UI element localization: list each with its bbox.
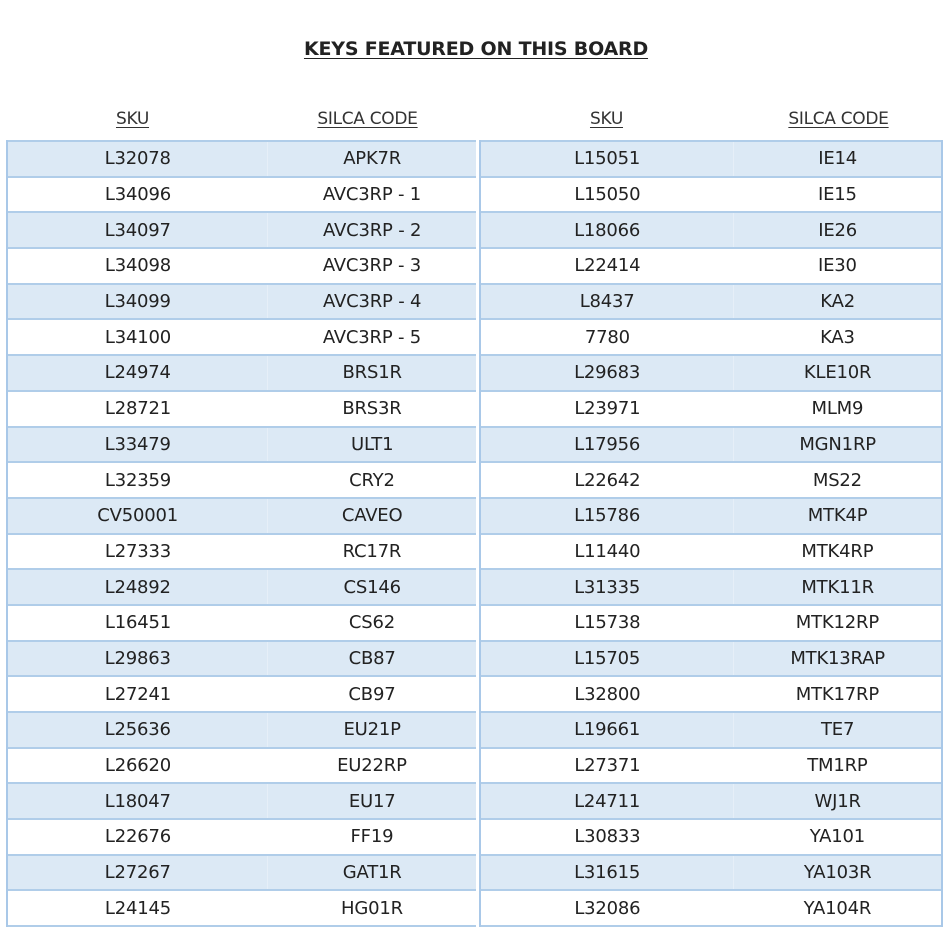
silca-code-cell: YA104R [803,897,872,919]
table-row [8,640,476,676]
sku-cell: L34096 [104,184,171,206]
sku-cell: L16451 [104,612,171,634]
silca-code-cell: MTK17RP [795,683,879,705]
silca-code-cell: MTK4RP [801,540,874,562]
table-row [481,426,941,462]
silca-code-cell: EU21P [343,719,401,741]
table-row [8,211,476,247]
silca-code-cell: IE14 [818,148,858,170]
sku-cell: L22414 [574,255,641,277]
silca-code-cell: HG01R [340,897,403,919]
sku-cell: L22676 [104,826,171,848]
sku-cell: L31335 [481,570,734,604]
table-body [6,140,476,927]
table-header-row [2,103,476,135]
silca-code-cell: CB87 [348,647,396,669]
table-row [481,782,941,818]
silca-code-cell: YA103R [803,862,872,884]
silca-code-cell: YA101 [809,826,866,848]
sku-cell: L34100 [104,326,171,348]
column-header-silca-code: SILCA CODE [788,109,889,129]
sku-cell: L26620 [104,755,171,777]
silca-code-cell: GAT1R [342,862,402,884]
column-header-sku: SKU [589,109,624,129]
table-row [481,818,941,854]
sku-cell: L32078 [8,142,268,176]
sku-cell: L24711 [481,784,734,818]
sku-cell: L28721 [104,398,171,420]
silca-code-cell: BRS1R [342,362,402,384]
table-row [8,675,476,711]
table-header-row [479,103,943,135]
table-body [479,140,943,927]
silca-code-cell: ULT1 [350,433,394,455]
table-row [481,247,941,283]
table-row [481,497,941,533]
silca-code-cell: TM1RP [807,755,868,777]
table-row [8,247,476,283]
silca-code-cell: CB97 [348,683,396,705]
table-row [8,390,476,426]
sku-cell: L8437 [481,285,734,319]
sku-cell: L27371 [574,755,641,777]
silca-code-cell: APK7R [343,148,402,170]
table-row [481,568,941,604]
sku-cell: L18047 [8,784,268,818]
sku-cell: L15705 [481,642,734,676]
table-row [8,818,476,854]
sku-cell: L11440 [574,540,641,562]
sku-cell: L15051 [481,142,734,176]
silca-code-cell: MTK11R [801,576,874,598]
sku-cell: L25636 [8,713,268,747]
sku-cell: L32086 [574,897,641,919]
table-row [8,354,476,390]
silca-code-cell: EU17 [348,790,396,812]
silca-code-cell: FF19 [350,826,394,848]
table-row [8,461,476,497]
sku-cell: L15050 [574,184,641,206]
table-row [8,426,476,462]
table-row [481,390,941,426]
sku-cell: L19661 [481,713,734,747]
sku-cell: L15738 [574,612,641,634]
table-row [481,747,941,783]
table-row [481,889,941,927]
table-row [481,711,941,747]
table-row [8,604,476,640]
silca-code-cell: MS22 [812,469,862,491]
table-row [8,176,476,212]
silca-code-cell: AVC3RP - 1 [322,184,422,206]
sku-cell: L30833 [574,826,641,848]
sku-cell: L24145 [104,897,171,919]
silca-code-cell: MTK13RAP [790,647,885,669]
sku-cell: L27267 [8,856,268,890]
table-row [8,854,476,890]
silca-code-cell: RC17R [342,540,402,562]
sku-cell: L23971 [574,398,641,420]
table-row [8,782,476,818]
sku-cell: L31615 [481,856,734,890]
sku-cell: L34097 [8,213,268,247]
silca-code-cell: AVC3RP - 3 [322,255,422,277]
table-row [8,533,476,569]
table-row [481,461,941,497]
table-row [481,854,941,890]
table-row [8,889,476,927]
table-row [481,675,941,711]
silca-code-cell: WJ1R [814,790,861,812]
sku-cell: L27241 [104,683,171,705]
table-row [481,140,941,176]
silca-code-cell: IE15 [818,184,857,206]
silca-code-cell: CAVEO [341,505,403,527]
column-header-sku: SKU [115,109,150,129]
page-title: KEYS FEATURED ON THIS BOARD [303,38,649,60]
sku-cell: L24974 [8,356,268,390]
table-row [481,533,941,569]
table-row [8,283,476,319]
silca-code-cell: BRS3R [342,398,402,420]
column-header-silca-code: SILCA CODE [317,109,418,129]
silca-code-cell: AVC3RP - 5 [322,326,422,348]
sku-cell: L29683 [481,356,734,390]
silca-code-cell: MTK4P [807,505,868,527]
silca-code-cell: IE26 [818,219,858,241]
sku-cell: L34098 [104,255,171,277]
silca-code-cell: AVC3RP - 2 [323,219,422,241]
sku-cell: 7780 [584,326,630,348]
table-row [481,640,941,676]
sku-cell: L24892 [8,570,268,604]
silca-code-cell: CS62 [348,612,395,634]
sku-cell: L29863 [8,642,268,676]
table-row [481,604,941,640]
sku-cell: L15786 [481,499,734,533]
table-row [8,497,476,533]
table-row [481,211,941,247]
sku-cell: L34099 [8,285,268,319]
table-row [8,747,476,783]
table-row [8,568,476,604]
silca-code-cell: CS146 [343,576,401,598]
sku-cell: L18066 [481,213,734,247]
table-row [481,176,941,212]
sku-cell: L32800 [574,683,641,705]
silca-code-cell: MLM9 [811,398,864,420]
silca-code-cell: IE30 [818,255,857,277]
sku-cell: L17956 [481,428,734,462]
sku-cell: L32359 [104,469,171,491]
sku-cell: L33479 [8,428,268,462]
silca-code-cell: TE7 [821,719,855,741]
sku-cell: L27333 [104,540,171,562]
keys-table-right [479,103,943,919]
silca-code-cell: AVC3RP - 4 [323,291,422,313]
silca-code-cell: KLE10R [803,362,872,384]
table-row [8,140,476,176]
table-row [481,283,941,319]
silca-code-cell: KA2 [820,291,855,313]
silca-code-cell: MGN1RP [799,433,876,455]
sku-cell: L22642 [574,469,641,491]
silca-code-cell: CRY2 [349,469,395,491]
table-row [8,318,476,354]
keys-table-left [6,103,476,919]
silca-code-cell: EU22RP [337,755,407,777]
table-row [481,318,941,354]
sku-cell: CV50001 [8,499,268,533]
silca-code-cell: MTK12RP [795,612,879,634]
table-row [8,711,476,747]
table-row [481,354,941,390]
silca-code-cell: KA3 [820,326,855,348]
